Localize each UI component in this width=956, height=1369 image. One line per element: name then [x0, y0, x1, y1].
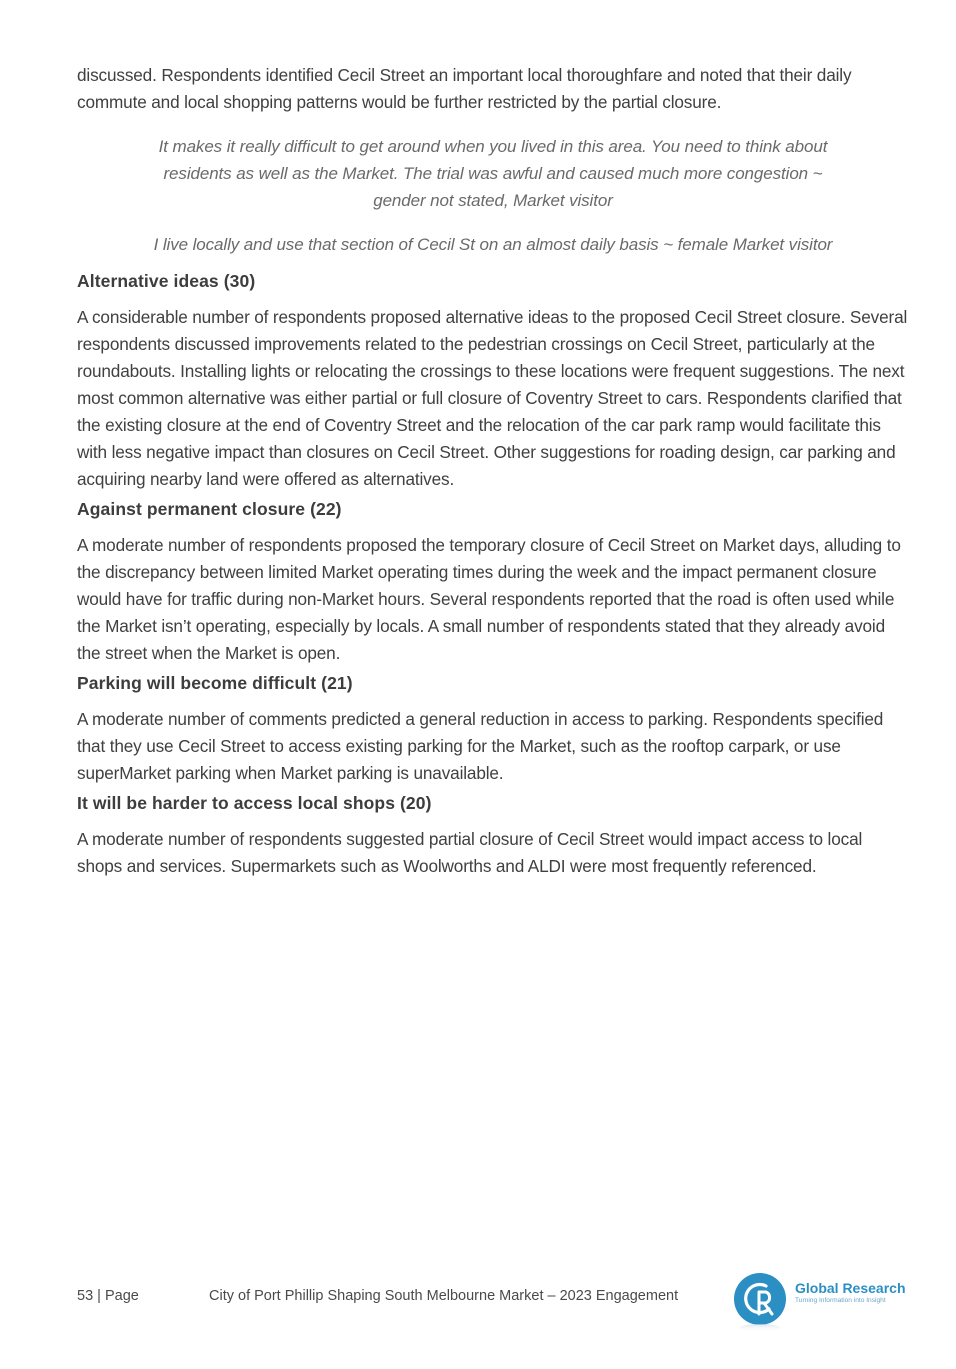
quote-1: It makes it really difficult to get around when you lived in this area. You need to think about residents as well as the Market. The trial was awful and caused much more congestion ~ gender not stated, Market visitor	[158, 137, 828, 210]
section-heading-alternative-ideas: Alternative ideas (30)	[77, 271, 256, 291]
section-heading-local-shops: It will be harder to access local shops (20)	[77, 793, 432, 813]
section-body-parking: A moderate number of comments predicted a general reduction in access to parking. Respondents specified that they use Cecil Street to access existing parking for the Market, such as the rooftop carpark, or use superMarket parking when Market parking is unavailable.	[77, 709, 884, 783]
intro-paragraph: discussed. Respondents identified Cecil Street an important local thoroughfare and noted that their daily commute and local shopping patterns would be further restricted by the partial closure.	[77, 65, 852, 112]
global-research-logo	[733, 1272, 909, 1334]
section-body-alternative-ideas: A considerable number of respondents proposed alternative ideas to the proposed Cecil Street closure. Several respondents discussed improvements related to the pedestrian crossings on Cecil Street, particularly at the roundabouts. Installing lights or relocating the crossings to these locations were frequent suggestions. The next most common alternative was either partial or full closure of Coventry Street to cars. Respondents clarified that the existing closure at the end of Coventry Street and the relocation of the car park ramp would facilitate this with less negative impact than closures on Cecil Street. Other suggestions for roading design, car parking and acquiring nearby land were offered as alternatives.	[77, 307, 908, 489]
document-title: City of Port Phillip Shaping South Melbourne Market – 2023 Engagement	[209, 1288, 679, 1304]
section-heading-against-permanent-closure: Against permanent closure (22)	[77, 499, 342, 519]
page-footer	[77, 1280, 907, 1342]
section-body-against-permanent-closure: A moderate number of respondents proposed the temporary closure of Cecil Street on Market days, alluding to the discrepancy between limited Market operating times during the week and the impact permanent closure would have for traffic during non-Market hours. Several respondents reported that the road is often used while the Market isn’t operating, especially by locals. A small number of respondents stated that they already avoid the street when the Market is open.	[77, 535, 901, 663]
logo-name: Global Research	[795, 1280, 906, 1296]
logo-tagline: Turning Information into Insight	[795, 1297, 886, 1304]
gr-logo-mark-icon	[733, 1272, 793, 1334]
section-heading-parking: Parking will become difficult (21)	[77, 673, 353, 693]
section-body-local-shops: A moderate number of respondents suggested partial closure of Cecil Street would impact access to local shops and services. Supermarkets such as Woolworths and ALDI were most frequently referenced.	[77, 829, 863, 876]
quote-2: I live locally and use that section of Cecil St on an almost daily basis ~ female Market visitor	[153, 235, 833, 254]
page-content	[77, 62, 909, 880]
page-number: 53 | Page	[77, 1288, 139, 1304]
